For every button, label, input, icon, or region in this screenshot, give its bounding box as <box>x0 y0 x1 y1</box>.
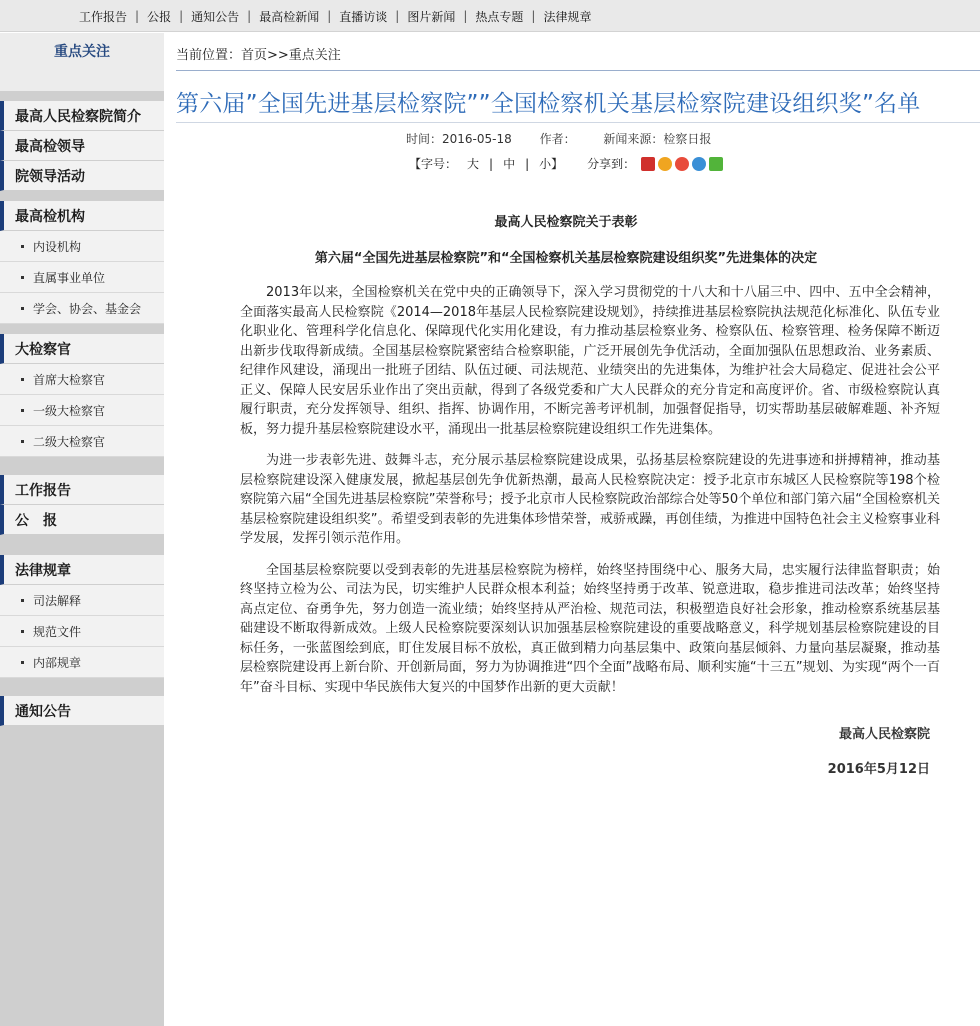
sidebar-heading[interactable]: 法律规章 <box>0 555 164 585</box>
bullet-icon <box>21 661 24 664</box>
topnav-item <box>171 8 239 25</box>
sidebar-item[interactable] <box>0 585 164 616</box>
sidebar-spacer <box>0 535 164 555</box>
article-title: 第六届”全国先进基层检察院””全国检察机关基层检察院建设组织奖”名单 <box>176 91 921 117</box>
article-meta <box>406 130 735 147</box>
sidebar-item[interactable] <box>0 293 164 324</box>
qzone-icon[interactable] <box>658 157 672 171</box>
topnav-item <box>455 8 523 25</box>
bullet-icon <box>21 378 24 381</box>
sidebar-heading[interactable]: 院领导活动 <box>0 161 164 191</box>
topnav-separator: | <box>327 9 332 23</box>
bullet-icon <box>21 409 24 412</box>
topnav-link[interactable]: 最高检新闻 <box>259 9 320 24</box>
topnav-link[interactable]: 通知公告 <box>191 9 240 24</box>
bullet-icon <box>21 630 24 633</box>
sidebar-heading[interactable]: 最高检机构 <box>0 201 164 231</box>
sidebar-heading[interactable]: 大检察官 <box>0 334 164 364</box>
sidebar-spacer <box>0 191 164 201</box>
topnav-item <box>319 8 387 25</box>
article-date: 2016年5月12日 <box>827 762 930 777</box>
sidebar-item-label: 首席大检察官 <box>33 372 106 387</box>
article-paragraph: 为进一步表彰先进、鼓舞斗志，充分展示基层检察院建设成果，弘扬基层检察院建设的先进事迹和拼搏精神，推动基层检察院建设深入健康发展，掀起基层创先争优新热潮，最高人民检察院决定：授予北京市东城区人民检察院等198个检察院第六届“全国先进基层检察院”荣誉称号；授予北京市人民检察院政治部综合处等50个单位和部门第六届“全国检察机关基层检察院建设组织奖”。希望受到表彰的先进集体珍惜荣誉，戒骄戒躁，再创佳绩，为推进中国特色社会主义检察事业科学发展，发挥引领示范作用。 <box>240 453 940 546</box>
topnav-link[interactable]: 法律规章 <box>543 9 592 24</box>
divider <box>176 70 980 71</box>
sidebar-heading[interactable]: 最高人民检察院简介 <box>0 101 164 131</box>
font-large-link[interactable]: 大 <box>467 157 480 171</box>
sidebar-item-label: 内部规章 <box>33 655 82 670</box>
sidebar-item-label: 司法解释 <box>33 593 82 608</box>
article-time: 时间：2016-05-18 <box>406 132 512 146</box>
topnav-item <box>79 8 127 25</box>
bullet-icon <box>21 245 24 248</box>
sidebar-heading[interactable]: 公 报 <box>0 505 164 535</box>
topnav-separator: | <box>463 9 468 23</box>
renren-icon[interactable] <box>675 157 689 171</box>
topnav-link[interactable]: 工作报告 <box>79 9 128 24</box>
topnav-item <box>127 8 171 25</box>
sidebar-spacer <box>0 324 164 334</box>
sidebar-spacer <box>0 91 164 101</box>
topnav-item <box>387 8 455 25</box>
sidebar-item[interactable] <box>0 262 164 293</box>
topnav-link[interactable]: 公报 <box>147 9 172 24</box>
article-source: 新闻来源：检察日报 <box>603 132 712 146</box>
topnav-separator: | <box>247 9 252 23</box>
sidebar-spacer <box>0 678 164 696</box>
font-medium-link[interactable]: 中 <box>503 157 516 171</box>
topnav-link[interactable]: 直播访谈 <box>339 9 388 24</box>
sidebar-heading[interactable]: 工作报告 <box>0 475 164 505</box>
bullet-icon <box>21 276 24 279</box>
sidebar-item[interactable] <box>0 616 164 647</box>
sidebar-filler <box>0 726 164 1026</box>
divider <box>176 122 980 123</box>
topnav-separator: | <box>395 9 400 23</box>
sidebar-heading[interactable]: 通知公告 <box>0 696 164 726</box>
font-size-bar: 【字号： 大 | 中 | 小】 分享到： <box>409 155 726 172</box>
sidebar-item-label: 二级大检察官 <box>33 434 106 449</box>
article-body <box>176 213 956 697</box>
main-content <box>166 33 980 779</box>
article-paragraph: 2013年以来，全国检察机关在党中央的正确领导下，深入学习贯彻党的十八大和十八届三中、四中、五中全会精神，全面落实最高人民检察院《2014—2018年基层人民检察院建设规划》，持续推进基层检察院执法规范化标准化、队伍专业化职业化、管理科学化信息化、保障现代化实用化建设，有力推动基层检察业务、检察队伍、检察管理、检务保障不断迈出新步伐取得新成绩。全国基层检察院紧密结合检察职能，广泛开展创先争优活动，全面加强队伍思想政治、业务素质、纪律作风建设，涌现出一批班子团结、队伍过硬、司法规范、业绩突出的先进集体，为维护社会大局稳定、促进社会公平正义、保障人民安居乐业作出了突出贡献，得到了各级党委和广大人民群众的充分肯定和高度评价。省、市级检察院认真履行职责，充分发挥领导、组织、指挥、协调作用，不断完善考评机制，加强督促指导，切实帮助基层破解难题、补齐短板，努力提升基层检察院建设水平，涌现出一批基层检察院建设组织工作先进集体。 <box>240 285 940 437</box>
font-small-link[interactable]: 小】 <box>539 157 564 171</box>
article-signature: 最高人民检察院 <box>838 727 930 742</box>
sidebar-title[interactable]: 重点关注 <box>0 33 164 91</box>
sidebar <box>0 33 164 779</box>
topnav-separator: | <box>135 9 140 23</box>
sina-weibo-icon[interactable] <box>641 157 655 171</box>
tencent-weibo-icon[interactable] <box>692 157 706 171</box>
topnav-item <box>239 8 319 25</box>
topnav-link[interactable]: 热点专题 <box>475 9 524 24</box>
topnav-separator: | <box>179 9 184 23</box>
font-size-label: 【字号： <box>409 157 458 171</box>
bullet-icon <box>21 599 24 602</box>
sidebar-item-label: 规范文件 <box>33 624 82 639</box>
sidebar-item-label: 学会、协会、基金会 <box>33 301 142 316</box>
article-subheading: 第六届“全国先进基层检察院”和“全国检察机关基层检察院建设组织奖”先进集体的决定 <box>314 250 818 266</box>
breadcrumb: 当前位置：首页>>重点关注 <box>176 48 341 63</box>
article-heading: 最高人民检察院关于表彰 <box>494 215 638 230</box>
sidebar-item-label: 直属事业单位 <box>33 270 106 285</box>
top-navigation <box>0 0 980 32</box>
article-author: 作者： <box>539 132 576 146</box>
sidebar-item[interactable] <box>0 395 164 426</box>
topnav-item <box>523 8 591 25</box>
sidebar-item[interactable] <box>0 364 164 395</box>
topnav-separator: | <box>531 9 536 23</box>
bullet-icon <box>21 307 24 310</box>
sidebar-item[interactable] <box>0 231 164 262</box>
sidebar-item-label: 内设机构 <box>33 239 82 254</box>
sidebar-item[interactable] <box>0 426 164 457</box>
share-label: 分享到： <box>587 157 636 171</box>
bullet-icon <box>21 440 24 443</box>
article-paragraph: 全国基层检察院要以受到表彰的先进基层检察院为榜样，始终坚持围绕中心、服务大局，忠实履行法律监督职责；始终坚持立检为公、司法为民，切实维护人民群众根本利益；始终坚持勇于改革、锐意进取，稳步推进司法改革；始终坚持高点定位、奋勇争先，努力创造一流业绩；始终坚持从严治检、规范司法，积极塑造良好社会形象，推动检察系统基层基础建设不断取得新成效。上级人民检察院要深刻认识加强基层检察院建设的重要战略意义，科学规划基层检察院建设的目标任务，一张蓝图绘到底，盯住发展目标不放松，真正做到精力向基层集中、政策向基层倾斜、力量向基层凝聚，推动基层检察院建设再上新台阶、开创新局面，努力为协调推进“四个全面”战略布局、顺利实施“十三五”规划、为实现“两个一百年”奋斗目标、实现中华民族伟大复兴的中国梦作出新的更大贡献！ <box>240 562 940 695</box>
sidebar-spacer <box>0 457 164 475</box>
share-more-icon[interactable] <box>709 157 723 171</box>
topnav-link[interactable]: 图片新闻 <box>407 9 456 24</box>
sidebar-item-label: 一级大检察官 <box>33 403 106 418</box>
sidebar-heading[interactable]: 最高检领导 <box>0 131 164 161</box>
sidebar-item[interactable] <box>0 647 164 678</box>
